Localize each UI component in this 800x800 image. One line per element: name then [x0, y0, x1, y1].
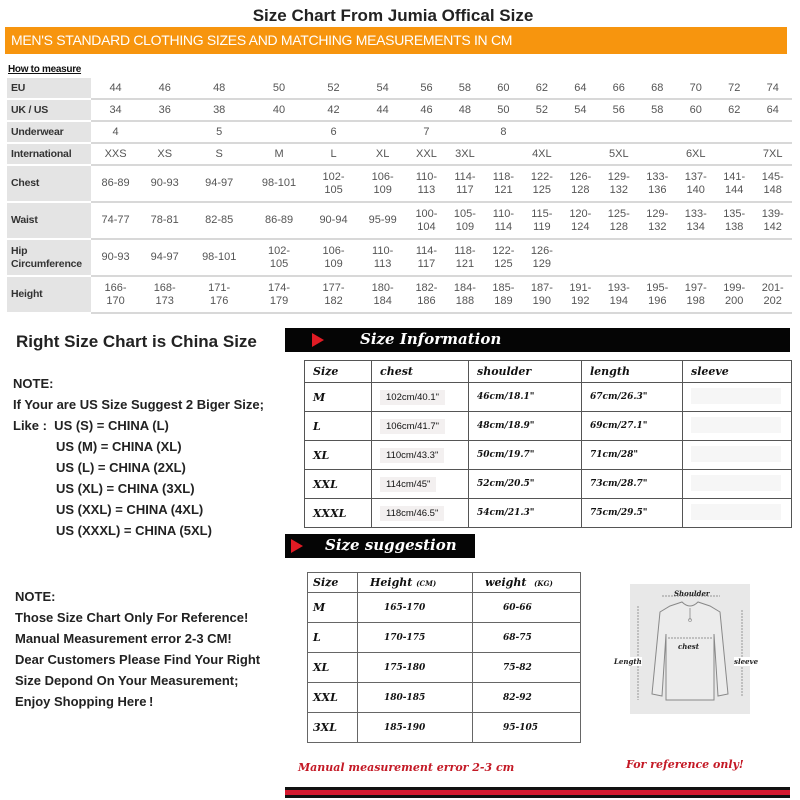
table-cell: 106- 109: [309, 240, 358, 277]
table-cell: [715, 144, 753, 166]
table-cell: [561, 240, 599, 277]
row-label: Underwear: [7, 122, 91, 144]
table-row: [308, 653, 581, 683]
table-cell: 90-93: [91, 240, 140, 277]
table-cell: 187- 190: [523, 277, 561, 314]
table-row: [305, 412, 792, 441]
table-cell: 58: [446, 78, 484, 100]
cell-length: [582, 441, 683, 470]
cell-size-value: XL: [313, 448, 330, 462]
diagram-label-sleeve: sleeve: [734, 657, 759, 666]
table-cell: [249, 122, 309, 144]
table-cell: 42: [309, 100, 358, 122]
size-suggestion-heading: [285, 534, 475, 558]
header-height-label: Height: [370, 576, 413, 589]
table-cell: 114- 117: [446, 166, 484, 203]
table-cell: 102- 105: [249, 240, 309, 277]
header-shoulder: shoulder: [469, 361, 582, 383]
note-line: Manual Measurement error 2-3 CM!: [15, 631, 232, 646]
table-cell: [446, 122, 484, 144]
table-cell: XS: [140, 144, 189, 166]
cell-size: [305, 412, 372, 441]
table-cell: 115- 119: [523, 203, 561, 240]
table-header-row: [308, 573, 581, 593]
table-cell: 50: [484, 100, 522, 122]
cell-chest-value: 106cm/41.7": [380, 419, 445, 434]
table-row: [7, 277, 792, 314]
cell-weight: 82-92: [473, 683, 581, 713]
table-cell: 114- 117: [407, 240, 445, 277]
cell-chest-value: 102cm/40.1": [380, 390, 445, 405]
header-weight: [473, 573, 581, 593]
cell-weight: 60-66: [473, 593, 581, 623]
cell-weight: 75-82: [473, 653, 581, 683]
table-row: [305, 383, 792, 412]
table-cell: 82-85: [189, 203, 249, 240]
table-cell: 56: [407, 78, 445, 100]
cell-size-value: L: [313, 419, 321, 433]
for-reference-note: For reference only!: [626, 758, 744, 771]
table-cell: 122- 125: [484, 240, 522, 277]
cell-length-value: 67cm/26.3": [590, 392, 648, 402]
header-weight-label: weight: [485, 576, 527, 589]
table-cell: 64: [561, 78, 599, 100]
cell-chest: [372, 412, 469, 441]
table-cell: [561, 122, 599, 144]
cell-length-value: 75cm/29.5": [590, 508, 648, 518]
cell-size-value: XXL: [313, 477, 338, 491]
table-cell: 54: [561, 100, 599, 122]
table-cell: 74: [753, 78, 792, 100]
table-cell: [715, 122, 753, 144]
table-row: [7, 122, 792, 144]
table-cell: [638, 144, 676, 166]
table-cell: 118- 121: [446, 240, 484, 277]
cell-chest-value: 114cm/45": [380, 477, 436, 492]
table-cell: 52: [309, 78, 358, 100]
table-cell: [638, 240, 676, 277]
cell-size-value: XXXL: [313, 506, 347, 520]
table-row: [7, 144, 792, 166]
page-title: Size Chart From Jumia Offical Size: [252, 6, 534, 25]
cell-sleeve: [683, 499, 792, 528]
cell-shoulder-value: 48cm/18.9": [477, 421, 535, 431]
header-weight-unit: (KG): [534, 579, 553, 588]
table-cell: 177- 182: [309, 277, 358, 314]
cell-weight: 95-105: [473, 713, 581, 743]
table-cell: [600, 122, 638, 144]
note-line: US (XXXL) = CHINA (5XL): [56, 523, 212, 538]
table-cell: [677, 240, 715, 277]
size-information-heading: [285, 328, 790, 352]
cell-shoulder: [469, 441, 582, 470]
table-cell: 199- 200: [715, 277, 753, 314]
table-cell: 98-101: [189, 240, 249, 277]
table-cell: [638, 122, 676, 144]
table-cell: 105- 109: [446, 203, 484, 240]
china-size-title: Right Size Chart is China Size: [16, 332, 257, 351]
cell-sleeve-value: [691, 504, 781, 520]
table-cell: 122- 125: [523, 166, 561, 203]
cell-height: 185-190: [358, 713, 473, 743]
table-cell: 110- 113: [407, 166, 445, 203]
cell-sleeve: [683, 412, 792, 441]
note-line: US (XXL) = CHINA (4XL): [56, 502, 204, 517]
note-line: US (XL) = CHINA (3XL): [56, 481, 195, 496]
cell-shoulder-value: 54cm/21.3": [477, 508, 535, 518]
table-cell: 90-93: [140, 166, 189, 203]
table-row: [7, 166, 792, 203]
table-cell: XL: [358, 144, 407, 166]
manual-error-note: Manual measurement error 2-3 cm: [298, 761, 515, 774]
header-chest: chest: [372, 361, 469, 383]
row-label: Waist: [7, 203, 91, 240]
cell-length: [582, 499, 683, 528]
note-line: US (M) = CHINA (XL): [56, 439, 182, 454]
table-cell: 86-89: [249, 203, 309, 240]
cell-chest-value: 118cm/46.5": [380, 506, 444, 521]
table-row: [308, 593, 581, 623]
cell-chest: [372, 499, 469, 528]
table-cell: 168- 173: [140, 277, 189, 314]
cell-length: [582, 412, 683, 441]
table-cell: 166- 170: [91, 277, 140, 314]
size-information-title: Size Information: [360, 330, 502, 348]
how-to-measure-link[interactable]: How to measure: [8, 64, 82, 75]
note-line: Size Depond On Your Measurement;: [15, 673, 239, 688]
cell-sleeve-value: [691, 446, 781, 462]
play-arrow-icon: [291, 539, 303, 553]
table-cell: 141- 144: [715, 166, 753, 203]
table-row: [7, 240, 792, 277]
note-line: US (L) = CHINA (2XL): [56, 460, 186, 475]
row-label: EU: [7, 78, 91, 100]
note-line: Like : US (S) = CHINA (L): [13, 418, 169, 433]
table-row: [308, 623, 581, 653]
table-cell: 44: [91, 78, 140, 100]
table-cell: 60: [484, 78, 522, 100]
standard-size-table: [7, 78, 792, 314]
table-cell: 5: [189, 122, 249, 144]
cell-sleeve: [683, 383, 792, 412]
cell-chest: [372, 470, 469, 499]
header-size: Size: [305, 361, 372, 383]
cell-size-value: M: [313, 390, 326, 404]
cell-chest-value: 110cm/43.3": [380, 448, 444, 463]
table-cell: 191- 192: [561, 277, 599, 314]
table-cell: 102- 105: [309, 166, 358, 203]
cell-height: 170-175: [358, 623, 473, 653]
table-cell: [715, 240, 753, 277]
table-row: [308, 683, 581, 713]
cell-size: 3XL: [308, 713, 358, 743]
cell-sleeve-value: [691, 417, 781, 433]
table-cell: 4: [91, 122, 140, 144]
diagram-label-chest: chest: [678, 642, 699, 651]
table-row: [308, 713, 581, 743]
table-cell: 62: [523, 78, 561, 100]
table-cell: 135- 138: [715, 203, 753, 240]
cell-size: [305, 383, 372, 412]
cell-weight: 68-75: [473, 623, 581, 653]
table-cell: [753, 240, 792, 277]
table-cell: 126- 128: [561, 166, 599, 203]
banner: MEN'S STANDARD CLOTHING SIZES AND MATCHING MEASUREMENTS IN CM: [5, 27, 787, 54]
note-line: NOTE:: [13, 376, 54, 391]
table-cell: 125- 128: [600, 203, 638, 240]
table-cell: 66: [600, 78, 638, 100]
table-cell: 129- 132: [600, 166, 638, 203]
table-cell: [358, 122, 407, 144]
cell-sleeve: [683, 441, 792, 470]
play-arrow-icon: [312, 333, 324, 347]
table-cell: 86-89: [91, 166, 140, 203]
row-label: UK / US: [7, 100, 91, 122]
table-cell: 110- 114: [484, 203, 522, 240]
size-information-table: [304, 360, 792, 528]
table-cell: 5XL: [600, 144, 638, 166]
table-cell: 3XL: [446, 144, 484, 166]
table-cell: 46: [140, 78, 189, 100]
table-cell: 36: [140, 100, 189, 122]
cell-length: [582, 470, 683, 499]
table-cell: 60: [677, 100, 715, 122]
cell-length-value: 73cm/28.7": [590, 479, 648, 489]
table-cell: 8: [484, 122, 522, 144]
cell-height: 180-185: [358, 683, 473, 713]
table-cell: 201- 202: [753, 277, 792, 314]
table-cell: M: [249, 144, 309, 166]
table-cell: 182- 186: [407, 277, 445, 314]
cell-shoulder-value: 46cm/18.1": [477, 392, 535, 402]
table-cell: 74-77: [91, 203, 140, 240]
table-cell: 58: [638, 100, 676, 122]
diagram-label-length: Length: [614, 657, 642, 666]
table-cell: 62: [715, 100, 753, 122]
cell-size: M: [308, 593, 358, 623]
header-sleeve: sleeve: [683, 361, 792, 383]
header-size: Size: [308, 573, 358, 593]
diagram-label-shoulder: Shoulder: [674, 589, 710, 598]
table-cell: [484, 144, 522, 166]
note-line: NOTE:: [15, 589, 56, 604]
header-length: length: [582, 361, 683, 383]
table-cell: 106- 109: [358, 166, 407, 203]
cell-length-value: 69cm/27.1": [590, 421, 648, 431]
table-cell: [677, 122, 715, 144]
cell-size: [305, 499, 372, 528]
table-cell: [561, 144, 599, 166]
cell-chest: [372, 383, 469, 412]
table-cell: 7XL: [753, 144, 792, 166]
row-label: Height: [7, 277, 91, 314]
row-label: International: [7, 144, 91, 166]
table-row: [7, 78, 792, 100]
table-header-row: [305, 361, 792, 383]
row-label: Hip Circumference: [7, 240, 91, 277]
note-line: Enjoy Shopping Here !: [15, 694, 154, 709]
table-cell: 193- 194: [600, 277, 638, 314]
table-cell: 6XL: [677, 144, 715, 166]
cell-size: [305, 441, 372, 470]
cell-shoulder: [469, 383, 582, 412]
table-cell: 6: [309, 122, 358, 144]
row-label: Chest: [7, 166, 91, 203]
cell-length: [582, 383, 683, 412]
table-cell: 118- 121: [484, 166, 522, 203]
cell-size: [305, 470, 372, 499]
table-cell: 44: [358, 100, 407, 122]
table-cell: 64: [753, 100, 792, 122]
table-cell: S: [189, 144, 249, 166]
table-cell: 133- 136: [638, 166, 676, 203]
table-cell: 46: [407, 100, 445, 122]
table-cell: XXL: [407, 144, 445, 166]
cell-height: 175-180: [358, 653, 473, 683]
table-cell: 50: [249, 78, 309, 100]
cell-sleeve-value: [691, 388, 781, 404]
table-row: [305, 499, 792, 528]
reference-note: [15, 586, 260, 712]
cell-sleeve: [683, 470, 792, 499]
note-line: Dear Customers Please Find Your Right: [15, 652, 261, 667]
table-cell: 174- 179: [249, 277, 309, 314]
table-cell: [140, 122, 189, 144]
footer-stripe-red: [285, 790, 790, 795]
table-cell: 133- 134: [677, 203, 715, 240]
table-cell: 180- 184: [358, 277, 407, 314]
table-cell: 129- 132: [638, 203, 676, 240]
table-cell: 197- 198: [677, 277, 715, 314]
footer-stripe: [285, 787, 790, 798]
table-cell: 38: [189, 100, 249, 122]
table-row: [7, 100, 792, 122]
table-cell: L: [309, 144, 358, 166]
table-cell: 7: [407, 122, 445, 144]
table-cell: [523, 122, 561, 144]
table-cell: 78-81: [140, 203, 189, 240]
table-row: [305, 470, 792, 499]
measurement-diagram: [614, 584, 759, 714]
table-cell: 139- 142: [753, 203, 792, 240]
table-cell: 48: [446, 100, 484, 122]
table-cell: [600, 240, 638, 277]
table-cell: 120- 124: [561, 203, 599, 240]
table-cell: 195- 196: [638, 277, 676, 314]
cell-shoulder: [469, 470, 582, 499]
table-cell: 137- 140: [677, 166, 715, 203]
table-cell: 100- 104: [407, 203, 445, 240]
cell-shoulder-value: 52cm/20.5": [477, 479, 535, 489]
table-row: [7, 203, 792, 240]
table-cell: XXS: [91, 144, 140, 166]
table-cell: 70: [677, 78, 715, 100]
table-cell: 126- 129: [523, 240, 561, 277]
table-cell: [753, 122, 792, 144]
table-cell: 68: [638, 78, 676, 100]
cell-length-value: 71cm/28": [590, 450, 639, 460]
table-cell: 171- 176: [189, 277, 249, 314]
table-cell: 90-94: [309, 203, 358, 240]
cell-shoulder: [469, 412, 582, 441]
table-cell: 94-97: [140, 240, 189, 277]
table-cell: 98-101: [249, 166, 309, 203]
header-height-unit: (CM): [416, 579, 437, 588]
table-cell: 56: [600, 100, 638, 122]
table-cell: 54: [358, 78, 407, 100]
note-line: Those Size Chart Only For Reference!: [15, 610, 249, 625]
cell-size: L: [308, 623, 358, 653]
table-cell: 94-97: [189, 166, 249, 203]
table-row: [305, 441, 792, 470]
cell-sleeve-value: [691, 475, 781, 491]
table-cell: 34: [91, 100, 140, 122]
table-cell: 4XL: [523, 144, 561, 166]
cell-shoulder: [469, 499, 582, 528]
table-cell: 184- 188: [446, 277, 484, 314]
table-cell: 48: [189, 78, 249, 100]
table-cell: 52: [523, 100, 561, 122]
china-size-note: [13, 373, 264, 541]
table-cell: 110- 113: [358, 240, 407, 277]
table-cell: 72: [715, 78, 753, 100]
cell-chest: [372, 441, 469, 470]
table-cell: 145- 148: [753, 166, 792, 203]
size-suggestion-title: Size suggestion: [325, 536, 457, 554]
cell-shoulder-value: 50cm/19.7": [477, 450, 535, 460]
note-line: If Your are US Size Suggest 2 Biger Size;: [13, 397, 264, 412]
cell-size: XXL: [308, 683, 358, 713]
cell-size: XL: [308, 653, 358, 683]
table-cell: 185- 189: [484, 277, 522, 314]
table-cell: 40: [249, 100, 309, 122]
header-height: [358, 573, 473, 593]
table-cell: 95-99: [358, 203, 407, 240]
size-suggestion-table: [307, 572, 581, 743]
cell-height: 165-170: [358, 593, 473, 623]
